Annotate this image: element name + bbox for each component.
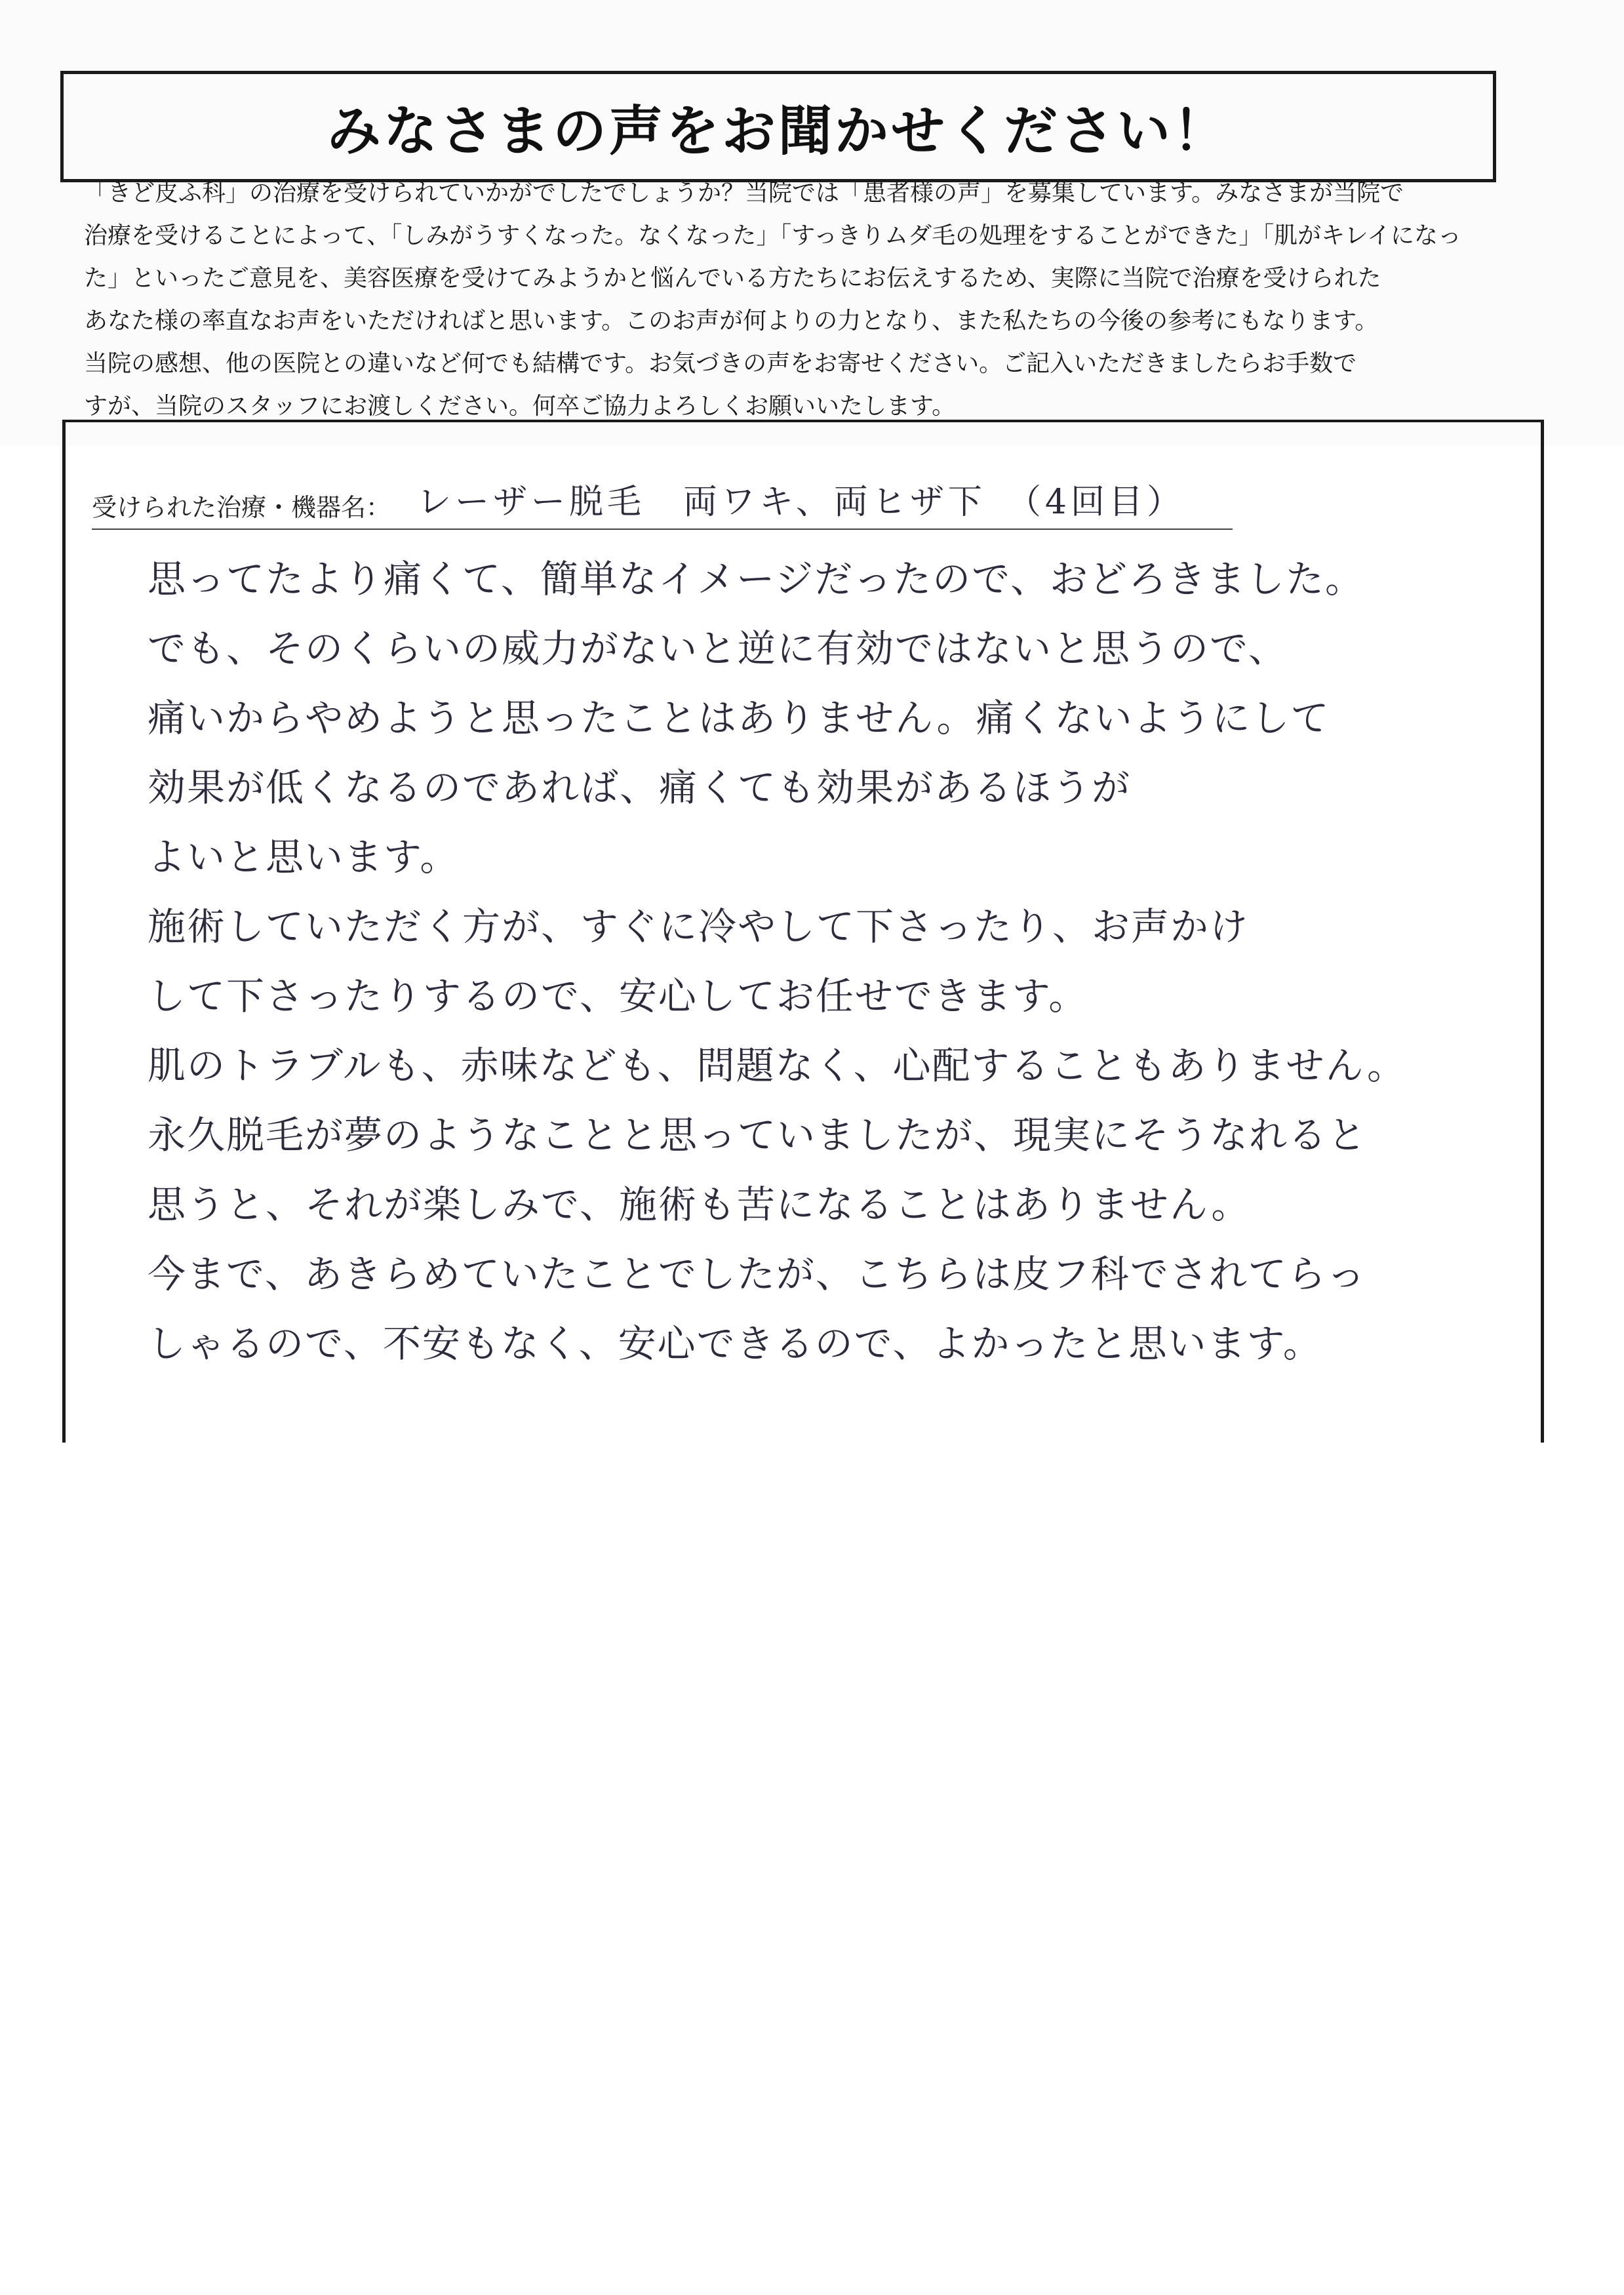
comment-line: でも、そのくらいの威力がないと逆に有効ではないと思うので、 [148, 626, 1288, 671]
intro-line: あなた様の率直なお声をいただければと思います。このお声が何よりの力となり、また私たちの今後の参考にもなります。 [84, 308, 1379, 334]
intro-line: 治療を受けることによって、「しみがうすくなった。なくなった」「すっきりムダ毛の処理をすることができた」「肌がキレイになっ [84, 222, 1461, 249]
comment-line: して下さったりするので、安心してお任せできます。 [148, 974, 1088, 1018]
comment-line: 今まで、あきらめていたことでしたが、こちらは皮フ科でされてらっ [148, 1252, 1366, 1296]
intro-paragraph [84, 172, 1507, 428]
comment-line: 永久脱毛が夢のようなことと思っていましたが、現実にそうなれると [148, 1113, 1368, 1157]
treatment-field [92, 477, 1233, 530]
comment-line: 思うと、それが楽しみで、施術も苦になることはありません。 [148, 1182, 1251, 1227]
comment-line: 痛いからやめようと思ったことはありません。痛くないようにして [148, 696, 1330, 740]
intro-line: た」といったご意見を、美容医療を受けてみようかと悩んでいる方たちにお伝えするため、実際に当院で治療を受けられた [84, 265, 1381, 292]
treatment-value: レーザー脱毛 両ワキ、両ヒザ下 （4回目） [417, 483, 1185, 522]
comment-line: 効果が低くなるのであれば、痛くても効果があるほうが [148, 765, 1132, 810]
treatment-label: 受けられた治療・機器名： [92, 493, 391, 522]
handwritten-comment [148, 544, 1498, 1378]
comment-line: 施術していただく方が、すぐに冷やして下さったり、お声かけ [148, 904, 1250, 949]
comment-line: しゃるので、不安もなく、安心できるので、よかったと思います。 [148, 1321, 1322, 1366]
comment-line: よいと思います。 [148, 835, 460, 879]
intro-line: すが、当院のスタッフにお渡しください。何卒ご協力よろしくお願いいたします。 [84, 393, 956, 420]
intro-line: 「きど皮ふ科」の治療を受けられていかがでしたでしょうか？当院では「患者様の声」を募集しています。みなさまが当院で [84, 180, 1404, 207]
title-box [60, 71, 1496, 182]
intro-line: 当院の感想、他の医院との違いなど何でも結構です。お気づきの声をお寄せください。ご記入いただきましたらお手数で [84, 350, 1357, 377]
comment-line: 思ってたより痛くて、簡単なイメージだったので、おどろきました。 [148, 557, 1364, 601]
page-title: みなさまの声をお聞かせください！ [327, 100, 1229, 163]
comment-line: 肌のトラブルも、赤味なども、問題なく、心配することもありません。 [148, 1043, 1407, 1088]
